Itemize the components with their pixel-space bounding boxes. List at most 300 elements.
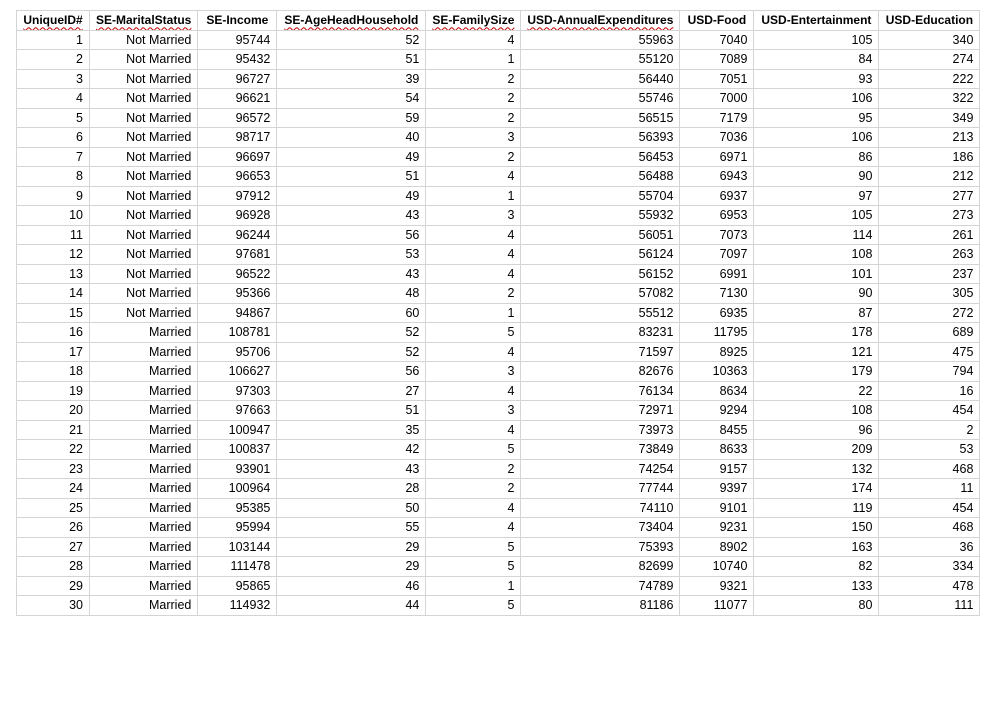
- entertainment-cell[interactable]: 97: [754, 186, 879, 206]
- age-head-household-cell[interactable]: 59: [277, 108, 426, 128]
- unique-id-cell[interactable]: 14: [17, 284, 90, 304]
- annual-expenditures-cell[interactable]: 82676: [521, 362, 680, 382]
- marital-status-cell[interactable]: Not Married: [90, 50, 198, 70]
- education-cell[interactable]: 689: [879, 323, 980, 343]
- annual-expenditures-cell[interactable]: 56393: [521, 128, 680, 148]
- food-cell[interactable]: 8634: [680, 381, 754, 401]
- family-size-cell[interactable]: 4: [426, 498, 521, 518]
- header-cell-education[interactable]: USD-Education: [879, 11, 980, 31]
- marital-status-cell[interactable]: Married: [90, 537, 198, 557]
- income-cell[interactable]: 97303: [198, 381, 277, 401]
- entertainment-cell[interactable]: 179: [754, 362, 879, 382]
- family-size-cell[interactable]: 3: [426, 401, 521, 421]
- unique-id-cell[interactable]: 22: [17, 440, 90, 460]
- family-size-cell[interactable]: 4: [426, 381, 521, 401]
- income-cell[interactable]: 95706: [198, 342, 277, 362]
- unique-id-cell[interactable]: 7: [17, 147, 90, 167]
- education-cell[interactable]: 213: [879, 128, 980, 148]
- income-cell[interactable]: 96244: [198, 225, 277, 245]
- age-head-household-cell[interactable]: 27: [277, 381, 426, 401]
- income-cell[interactable]: 100837: [198, 440, 277, 460]
- income-cell[interactable]: 114932: [198, 596, 277, 616]
- entertainment-cell[interactable]: 96: [754, 420, 879, 440]
- age-head-household-cell[interactable]: 51: [277, 50, 426, 70]
- family-size-cell[interactable]: 5: [426, 557, 521, 577]
- marital-status-cell[interactable]: Married: [90, 342, 198, 362]
- marital-status-cell[interactable]: Not Married: [90, 30, 198, 50]
- entertainment-cell[interactable]: 163: [754, 537, 879, 557]
- table-row: [17, 30, 980, 50]
- entertainment-cell[interactable]: 108: [754, 401, 879, 421]
- income-cell[interactable]: 96621: [198, 89, 277, 109]
- annual-expenditures-cell[interactable]: 55120: [521, 50, 680, 70]
- age-head-household-cell[interactable]: 46: [277, 576, 426, 596]
- education-cell[interactable]: 468: [879, 459, 980, 479]
- entertainment-cell[interactable]: 22: [754, 381, 879, 401]
- table-row: [17, 206, 980, 226]
- annual-expenditures-cell[interactable]: 72971: [521, 401, 680, 421]
- family-size-cell[interactable]: 4: [426, 518, 521, 538]
- education-cell[interactable]: 277: [879, 186, 980, 206]
- unique-id-cell[interactable]: 20: [17, 401, 90, 421]
- entertainment-cell[interactable]: 84: [754, 50, 879, 70]
- food-cell[interactable]: 9321: [680, 576, 754, 596]
- unique-id-cell[interactable]: 13: [17, 264, 90, 284]
- marital-status-cell[interactable]: Married: [90, 440, 198, 460]
- income-cell[interactable]: 106627: [198, 362, 277, 382]
- education-cell[interactable]: 261: [879, 225, 980, 245]
- table-row: [17, 518, 980, 538]
- education-cell[interactable]: 11: [879, 479, 980, 499]
- marital-status-cell[interactable]: Not Married: [90, 69, 198, 89]
- education-cell[interactable]: 322: [879, 89, 980, 109]
- entertainment-cell[interactable]: 95: [754, 108, 879, 128]
- education-cell[interactable]: 212: [879, 167, 980, 187]
- header-cell-age-head-household[interactable]: SE-AgeHeadHousehold: [277, 11, 426, 31]
- income-cell[interactable]: 95865: [198, 576, 277, 596]
- marital-status-cell[interactable]: Married: [90, 557, 198, 577]
- age-head-household-cell[interactable]: 51: [277, 167, 426, 187]
- age-head-household-cell[interactable]: 56: [277, 225, 426, 245]
- annual-expenditures-cell[interactable]: 75393: [521, 537, 680, 557]
- annual-expenditures-cell[interactable]: 71597: [521, 342, 680, 362]
- unique-id-cell[interactable]: 29: [17, 576, 90, 596]
- family-size-cell[interactable]: 1: [426, 576, 521, 596]
- annual-expenditures-cell[interactable]: 83231: [521, 323, 680, 343]
- table-row: [17, 498, 980, 518]
- header-cell-marital-status[interactable]: SE-MaritalStatus: [90, 11, 198, 31]
- income-cell[interactable]: 97663: [198, 401, 277, 421]
- marital-status-cell[interactable]: Married: [90, 518, 198, 538]
- family-size-cell[interactable]: 4: [426, 420, 521, 440]
- family-size-cell[interactable]: 3: [426, 206, 521, 226]
- family-size-cell[interactable]: 2: [426, 147, 521, 167]
- unique-id-cell[interactable]: 4: [17, 89, 90, 109]
- education-cell[interactable]: 53: [879, 440, 980, 460]
- marital-status-cell[interactable]: Married: [90, 576, 198, 596]
- marital-status-cell[interactable]: Not Married: [90, 108, 198, 128]
- education-cell[interactable]: 334: [879, 557, 980, 577]
- food-cell[interactable]: 6935: [680, 303, 754, 323]
- education-cell[interactable]: 349: [879, 108, 980, 128]
- education-cell[interactable]: 222: [879, 69, 980, 89]
- food-cell[interactable]: 9231: [680, 518, 754, 538]
- table-row: [17, 264, 980, 284]
- age-head-household-cell[interactable]: 43: [277, 264, 426, 284]
- marital-status-cell[interactable]: Married: [90, 323, 198, 343]
- food-cell[interactable]: 7000: [680, 89, 754, 109]
- annual-expenditures-cell[interactable]: 56453: [521, 147, 680, 167]
- age-head-household-cell[interactable]: 55: [277, 518, 426, 538]
- family-size-cell[interactable]: 2: [426, 89, 521, 109]
- food-cell[interactable]: 6943: [680, 167, 754, 187]
- income-cell[interactable]: 96653: [198, 167, 277, 187]
- marital-status-cell[interactable]: Married: [90, 420, 198, 440]
- entertainment-cell[interactable]: 106: [754, 128, 879, 148]
- family-size-cell[interactable]: 3: [426, 128, 521, 148]
- food-cell[interactable]: 6937: [680, 186, 754, 206]
- entertainment-cell[interactable]: 121: [754, 342, 879, 362]
- marital-status-cell[interactable]: Married: [90, 498, 198, 518]
- age-head-household-cell[interactable]: 50: [277, 498, 426, 518]
- food-cell[interactable]: 6971: [680, 147, 754, 167]
- education-cell[interactable]: 794: [879, 362, 980, 382]
- education-cell[interactable]: 16: [879, 381, 980, 401]
- income-cell[interactable]: 111478: [198, 557, 277, 577]
- marital-status-cell[interactable]: Married: [90, 459, 198, 479]
- education-cell[interactable]: 263: [879, 245, 980, 265]
- unique-id-cell[interactable]: 9: [17, 186, 90, 206]
- annual-expenditures-cell[interactable]: 73849: [521, 440, 680, 460]
- age-head-household-cell[interactable]: 44: [277, 596, 426, 616]
- food-cell[interactable]: 9294: [680, 401, 754, 421]
- age-head-household-cell[interactable]: 60: [277, 303, 426, 323]
- food-cell[interactable]: 7089: [680, 50, 754, 70]
- unique-id-cell[interactable]: 12: [17, 245, 90, 265]
- marital-status-cell[interactable]: Not Married: [90, 147, 198, 167]
- food-cell[interactable]: 8902: [680, 537, 754, 557]
- food-cell[interactable]: 8455: [680, 420, 754, 440]
- unique-id-cell[interactable]: 23: [17, 459, 90, 479]
- food-cell[interactable]: 6991: [680, 264, 754, 284]
- annual-expenditures-cell[interactable]: 55512: [521, 303, 680, 323]
- unique-id-cell[interactable]: 30: [17, 596, 90, 616]
- unique-id-cell[interactable]: 19: [17, 381, 90, 401]
- income-cell[interactable]: 108781: [198, 323, 277, 343]
- header-cell-annual-expenditures[interactable]: USD-AnnualExpenditures: [521, 11, 680, 31]
- education-cell[interactable]: 454: [879, 401, 980, 421]
- entertainment-cell[interactable]: 108: [754, 245, 879, 265]
- annual-expenditures-cell[interactable]: 55746: [521, 89, 680, 109]
- annual-expenditures-cell[interactable]: 73973: [521, 420, 680, 440]
- table-row: [17, 323, 980, 343]
- income-cell[interactable]: 96928: [198, 206, 277, 226]
- age-head-household-cell[interactable]: 52: [277, 342, 426, 362]
- age-head-household-cell[interactable]: 49: [277, 186, 426, 206]
- age-head-household-cell[interactable]: 52: [277, 323, 426, 343]
- header-cell-entertainment[interactable]: USD-Entertainment: [754, 11, 879, 31]
- annual-expenditures-cell[interactable]: 56124: [521, 245, 680, 265]
- entertainment-cell[interactable]: 132: [754, 459, 879, 479]
- income-cell[interactable]: 96697: [198, 147, 277, 167]
- unique-id-cell[interactable]: 27: [17, 537, 90, 557]
- marital-status-cell[interactable]: Not Married: [90, 225, 198, 245]
- entertainment-cell[interactable]: 119: [754, 498, 879, 518]
- unique-id-cell[interactable]: 24: [17, 479, 90, 499]
- annual-expenditures-cell[interactable]: 55963: [521, 30, 680, 50]
- entertainment-cell[interactable]: 105: [754, 30, 879, 50]
- marital-status-cell[interactable]: Married: [90, 401, 198, 421]
- family-size-cell[interactable]: 5: [426, 596, 521, 616]
- marital-status-cell[interactable]: Married: [90, 479, 198, 499]
- education-cell[interactable]: 111: [879, 596, 980, 616]
- income-cell[interactable]: 103144: [198, 537, 277, 557]
- annual-expenditures-cell[interactable]: 55932: [521, 206, 680, 226]
- marital-status-cell[interactable]: Not Married: [90, 128, 198, 148]
- food-cell[interactable]: 7073: [680, 225, 754, 245]
- family-size-cell[interactable]: 2: [426, 459, 521, 479]
- entertainment-cell[interactable]: 133: [754, 576, 879, 596]
- education-cell[interactable]: 272: [879, 303, 980, 323]
- age-head-household-cell[interactable]: 43: [277, 206, 426, 226]
- family-size-cell[interactable]: 2: [426, 284, 521, 304]
- entertainment-cell[interactable]: 178: [754, 323, 879, 343]
- entertainment-cell[interactable]: 87: [754, 303, 879, 323]
- marital-status-cell[interactable]: Not Married: [90, 167, 198, 187]
- food-cell[interactable]: 11795: [680, 323, 754, 343]
- income-cell[interactable]: 96727: [198, 69, 277, 89]
- income-cell[interactable]: 98717: [198, 128, 277, 148]
- age-head-household-cell[interactable]: 28: [277, 479, 426, 499]
- age-head-household-cell[interactable]: 51: [277, 401, 426, 421]
- food-cell[interactable]: 9101: [680, 498, 754, 518]
- age-head-household-cell[interactable]: 29: [277, 557, 426, 577]
- annual-expenditures-cell[interactable]: 74254: [521, 459, 680, 479]
- entertainment-cell[interactable]: 174: [754, 479, 879, 499]
- income-cell[interactable]: 100947: [198, 420, 277, 440]
- marital-status-cell[interactable]: Married: [90, 596, 198, 616]
- marital-status-cell[interactable]: Not Married: [90, 245, 198, 265]
- annual-expenditures-cell[interactable]: 56515: [521, 108, 680, 128]
- table-row: [17, 69, 980, 89]
- unique-id-cell[interactable]: 15: [17, 303, 90, 323]
- age-head-household-cell[interactable]: 40: [277, 128, 426, 148]
- income-cell[interactable]: 95432: [198, 50, 277, 70]
- education-cell[interactable]: 273: [879, 206, 980, 226]
- food-cell[interactable]: 10363: [680, 362, 754, 382]
- income-cell[interactable]: 95744: [198, 30, 277, 50]
- family-size-cell[interactable]: 3: [426, 362, 521, 382]
- age-head-household-cell[interactable]: 39: [277, 69, 426, 89]
- education-cell[interactable]: 478: [879, 576, 980, 596]
- food-cell[interactable]: 11077: [680, 596, 754, 616]
- age-head-household-cell[interactable]: 43: [277, 459, 426, 479]
- marital-status-cell[interactable]: Not Married: [90, 264, 198, 284]
- entertainment-cell[interactable]: 209: [754, 440, 879, 460]
- education-cell[interactable]: 475: [879, 342, 980, 362]
- food-cell[interactable]: 7097: [680, 245, 754, 265]
- marital-status-cell[interactable]: Not Married: [90, 89, 198, 109]
- family-size-cell[interactable]: 4: [426, 264, 521, 284]
- food-cell[interactable]: 7036: [680, 128, 754, 148]
- table-row: [17, 284, 980, 304]
- education-cell[interactable]: 237: [879, 264, 980, 284]
- income-cell[interactable]: 94867: [198, 303, 277, 323]
- food-cell[interactable]: 7130: [680, 284, 754, 304]
- income-cell[interactable]: 97681: [198, 245, 277, 265]
- annual-expenditures-cell[interactable]: 55704: [521, 186, 680, 206]
- marital-status-cell[interactable]: Not Married: [90, 186, 198, 206]
- income-cell[interactable]: 95366: [198, 284, 277, 304]
- entertainment-cell[interactable]: 105: [754, 206, 879, 226]
- age-head-household-cell[interactable]: 29: [277, 537, 426, 557]
- food-cell[interactable]: 7051: [680, 69, 754, 89]
- education-cell[interactable]: 186: [879, 147, 980, 167]
- income-cell[interactable]: 95385: [198, 498, 277, 518]
- family-size-cell[interactable]: 1: [426, 303, 521, 323]
- marital-status-cell[interactable]: Married: [90, 362, 198, 382]
- marital-status-cell[interactable]: Not Married: [90, 303, 198, 323]
- entertainment-cell[interactable]: 93: [754, 69, 879, 89]
- annual-expenditures-cell[interactable]: 81186: [521, 596, 680, 616]
- marital-status-cell[interactable]: Not Married: [90, 206, 198, 226]
- entertainment-cell[interactable]: 101: [754, 264, 879, 284]
- unique-id-cell[interactable]: 28: [17, 557, 90, 577]
- income-cell[interactable]: 96522: [198, 264, 277, 284]
- family-size-cell[interactable]: 2: [426, 108, 521, 128]
- age-head-household-cell[interactable]: 52: [277, 30, 426, 50]
- entertainment-cell[interactable]: 150: [754, 518, 879, 538]
- age-head-household-cell[interactable]: 49: [277, 147, 426, 167]
- family-size-cell[interactable]: 4: [426, 30, 521, 50]
- table-row: [17, 537, 980, 557]
- annual-expenditures-cell[interactable]: 56051: [521, 225, 680, 245]
- unique-id-cell[interactable]: 26: [17, 518, 90, 538]
- header-cell-income[interactable]: SE-Income: [198, 11, 277, 31]
- annual-expenditures-cell[interactable]: 56152: [521, 264, 680, 284]
- education-cell[interactable]: 454: [879, 498, 980, 518]
- family-size-cell[interactable]: 4: [426, 342, 521, 362]
- family-size-cell[interactable]: 4: [426, 167, 521, 187]
- unique-id-cell[interactable]: 5: [17, 108, 90, 128]
- entertainment-cell[interactable]: 80: [754, 596, 879, 616]
- age-head-household-cell[interactable]: 35: [277, 420, 426, 440]
- income-cell[interactable]: 96572: [198, 108, 277, 128]
- table-row: [17, 108, 980, 128]
- age-head-household-cell[interactable]: 56: [277, 362, 426, 382]
- food-cell[interactable]: 10740: [680, 557, 754, 577]
- education-cell[interactable]: 340: [879, 30, 980, 50]
- annual-expenditures-cell[interactable]: 74789: [521, 576, 680, 596]
- family-size-cell[interactable]: 1: [426, 186, 521, 206]
- annual-expenditures-cell[interactable]: 73404: [521, 518, 680, 538]
- header-cell-family-size[interactable]: SE-FamilySize: [426, 11, 521, 31]
- unique-id-cell[interactable]: 18: [17, 362, 90, 382]
- table-row: [17, 401, 980, 421]
- education-cell[interactable]: 2: [879, 420, 980, 440]
- annual-expenditures-cell[interactable]: 74110: [521, 498, 680, 518]
- table-row: [17, 440, 980, 460]
- unique-id-cell[interactable]: 2: [17, 50, 90, 70]
- annual-expenditures-cell[interactable]: 56440: [521, 69, 680, 89]
- education-cell[interactable]: 305: [879, 284, 980, 304]
- unique-id-cell[interactable]: 8: [17, 167, 90, 187]
- entertainment-cell[interactable]: 82: [754, 557, 879, 577]
- annual-expenditures-cell[interactable]: 57082: [521, 284, 680, 304]
- unique-id-cell[interactable]: 3: [17, 69, 90, 89]
- age-head-household-cell[interactable]: 54: [277, 89, 426, 109]
- table-row: [17, 420, 980, 440]
- income-cell[interactable]: 93901: [198, 459, 277, 479]
- annual-expenditures-cell[interactable]: 56488: [521, 167, 680, 187]
- annual-expenditures-cell[interactable]: 82699: [521, 557, 680, 577]
- unique-id-cell[interactable]: 16: [17, 323, 90, 343]
- annual-expenditures-cell[interactable]: 76134: [521, 381, 680, 401]
- unique-id-cell[interactable]: 6: [17, 128, 90, 148]
- food-cell[interactable]: 6953: [680, 206, 754, 226]
- entertainment-cell[interactable]: 86: [754, 147, 879, 167]
- table-row: [17, 147, 980, 167]
- header-cell-food[interactable]: USD-Food: [680, 11, 754, 31]
- family-size-cell[interactable]: 5: [426, 440, 521, 460]
- food-cell[interactable]: 8633: [680, 440, 754, 460]
- table-body: [17, 30, 980, 615]
- family-size-cell[interactable]: 2: [426, 69, 521, 89]
- entertainment-cell[interactable]: 114: [754, 225, 879, 245]
- entertainment-cell[interactable]: 90: [754, 284, 879, 304]
- family-size-cell[interactable]: 1: [426, 50, 521, 70]
- family-size-cell[interactable]: 4: [426, 225, 521, 245]
- table-row: [17, 186, 980, 206]
- marital-status-cell[interactable]: Married: [90, 381, 198, 401]
- table-row: [17, 303, 980, 323]
- marital-status-cell[interactable]: Not Married: [90, 284, 198, 304]
- income-cell[interactable]: 100964: [198, 479, 277, 499]
- unique-id-cell[interactable]: 11: [17, 225, 90, 245]
- food-cell[interactable]: 8925: [680, 342, 754, 362]
- unique-id-cell[interactable]: 17: [17, 342, 90, 362]
- income-cell[interactable]: 95994: [198, 518, 277, 538]
- education-cell[interactable]: 36: [879, 537, 980, 557]
- food-cell[interactable]: 9157: [680, 459, 754, 479]
- food-cell[interactable]: 7040: [680, 30, 754, 50]
- food-cell[interactable]: 7179: [680, 108, 754, 128]
- age-head-household-cell[interactable]: 53: [277, 245, 426, 265]
- entertainment-cell[interactable]: 106: [754, 89, 879, 109]
- header-cell-unique-id[interactable]: UniqueID#: [17, 11, 90, 31]
- family-size-cell[interactable]: 5: [426, 537, 521, 557]
- annual-expenditures-cell[interactable]: 77744: [521, 479, 680, 499]
- unique-id-cell[interactable]: 1: [17, 30, 90, 50]
- table-row: [17, 479, 980, 499]
- education-cell[interactable]: 274: [879, 50, 980, 70]
- family-size-cell[interactable]: 5: [426, 323, 521, 343]
- table-row: [17, 381, 980, 401]
- family-size-cell[interactable]: 4: [426, 245, 521, 265]
- unique-id-cell[interactable]: 10: [17, 206, 90, 226]
- education-cell[interactable]: 468: [879, 518, 980, 538]
- food-cell[interactable]: 9397: [680, 479, 754, 499]
- unique-id-cell[interactable]: 21: [17, 420, 90, 440]
- header-row: [17, 11, 980, 31]
- family-size-cell[interactable]: 2: [426, 479, 521, 499]
- age-head-household-cell[interactable]: 48: [277, 284, 426, 304]
- unique-id-cell[interactable]: 25: [17, 498, 90, 518]
- spreadsheet-area: [16, 10, 980, 616]
- age-head-household-cell[interactable]: 42: [277, 440, 426, 460]
- entertainment-cell[interactable]: 90: [754, 167, 879, 187]
- income-cell[interactable]: 97912: [198, 186, 277, 206]
